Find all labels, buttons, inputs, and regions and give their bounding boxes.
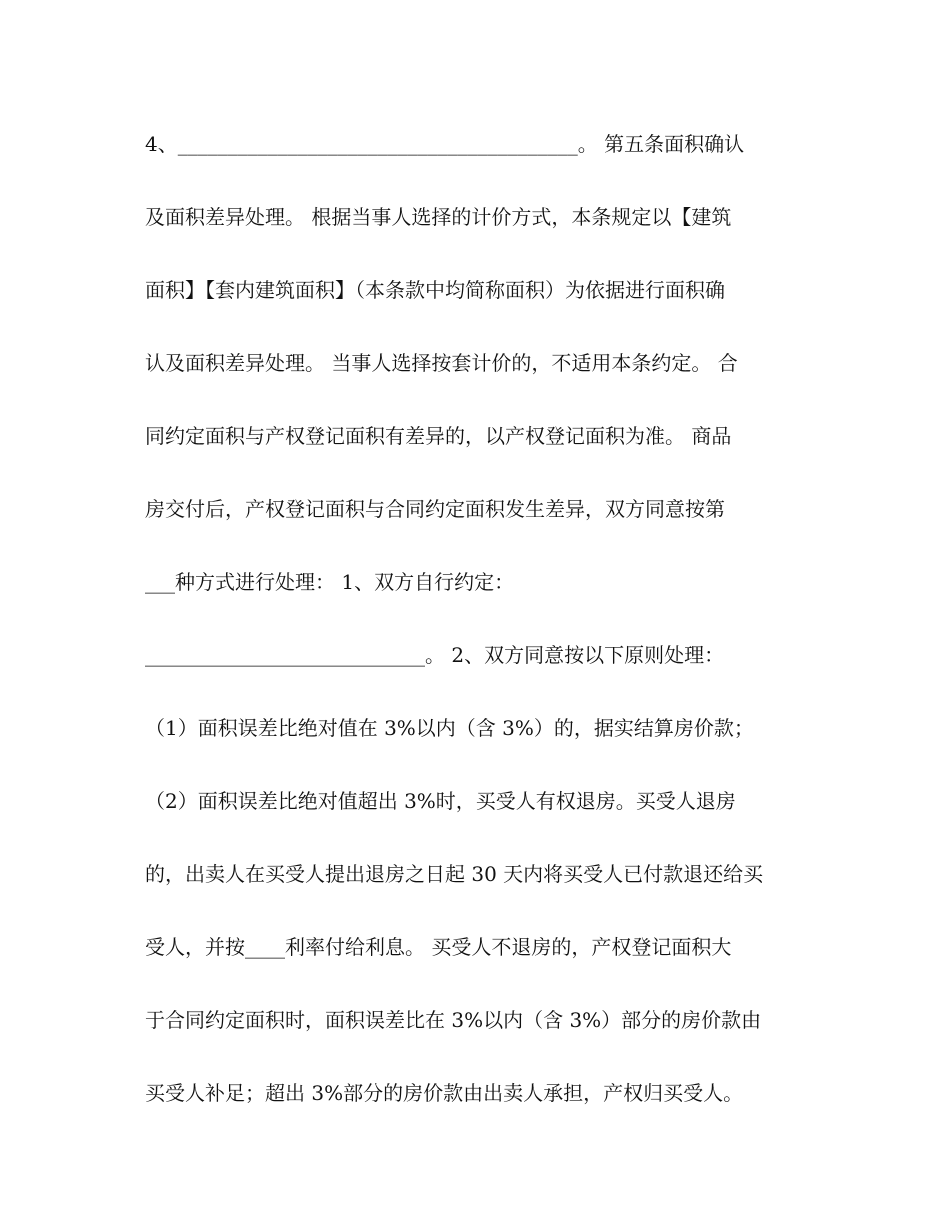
text-line: ____________________________。 2、双方同意按以下原则处理： bbox=[145, 643, 725, 667]
text-line: 认及面积差异处理。 当事人选择按套计价的，不适用本条约定。 合 bbox=[145, 351, 738, 375]
text-line: 买受人补足；超出 3%部分的房价款由出卖人承担，产权归买受人。 bbox=[145, 1081, 744, 1105]
text-line: （2）面积误差比绝对值超出 3%时，买受人有权退房。买受人退房 bbox=[145, 789, 736, 813]
text-line: （1）面积误差比绝对值在 3%以内（含 3%）的，据实结算房价款； bbox=[145, 716, 754, 740]
text-line: ___种方式进行处理： 1、双方自行约定： bbox=[145, 570, 515, 594]
text-line: 的，出卖人在买受人提出退房之日起 30 天内将买受人已付款退还给买 bbox=[145, 862, 764, 886]
text-line: 于合同约定面积时，面积误差比在 3%以内（含 3%）部分的房价款由 bbox=[145, 1008, 762, 1032]
text-line: 房交付后，产权登记面积与合同约定面积发生差异，双方同意按第 bbox=[145, 497, 725, 521]
text-line: 4、________________________________________。 第五条面积确认 bbox=[145, 132, 745, 156]
text-line: 受人，并按____利率付给利息。 买受人不退房的，产权登记面积大 bbox=[145, 935, 732, 959]
text-line: 同约定面积与产权登记面积有差异的，以产权登记面积为准。 商品 bbox=[145, 424, 732, 448]
text-line: 及面积差异处理。 根据当事人选择的计价方式，本条规定以【建筑 bbox=[145, 205, 732, 229]
text-line: 面积】【套内建筑面积】（本条款中均简称面积）为依据进行面积确 bbox=[145, 278, 725, 302]
contract-text-body bbox=[145, 124, 810, 1146]
